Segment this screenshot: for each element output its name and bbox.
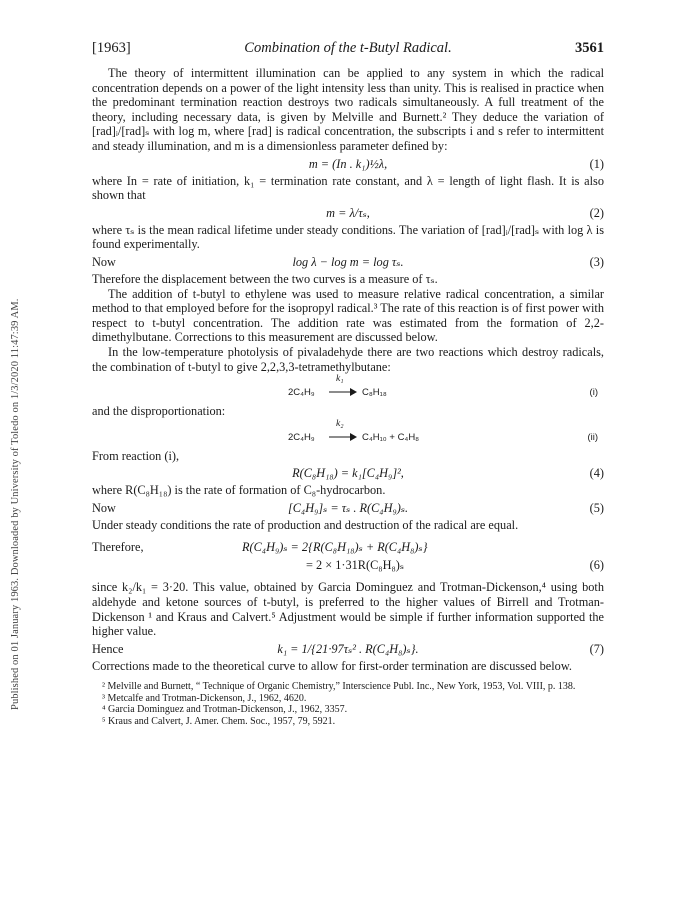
paragraph-10: Under steady conditions the rate of production and destruction of the radical are equal. xyxy=(92,517,519,532)
footnotes xyxy=(92,681,604,727)
equation-6-line-2: = 2 × 1·31R(C₈H₈)ₛ xyxy=(306,558,404,573)
equation-1-number: (1) xyxy=(589,156,604,171)
reaction-2-reactant: 2C₄H₉ xyxy=(288,431,315,443)
equation-7-number: (7) xyxy=(589,641,604,656)
paragraph-1: The theory of intermittent illumination can be applied to any system in which the radical concentration depends on a power of the light intensity less than unity. This is realised in practice when the predominant termination reaction destroys two radicals simultaneously. A full treatment of the theory, including necessary data, is given by Melville and Burnett.² They deduce the variation of [rad]ᵢ/[rad]ₛ with log m, where [rad] is radical concentration, the subscripts i and s refer to intermittent and steady illumination, and m is a dimensionless parameter defined by: xyxy=(92,66,604,153)
equation-5-number: (5) xyxy=(589,500,604,515)
paragraph-9: where R(C₈H₁₈) is the rate of formation of C₈-hydrocarbon. xyxy=(92,483,386,498)
footnote-3: ³ Metcalfe and Trotman-Dickenson, J., 1962, 4620. xyxy=(102,692,307,704)
equation-6-line-1: R(C₄H₉)ₛ = 2{R(C₈H₁₈)ₛ + R(C₄H₈)ₛ} xyxy=(242,540,428,555)
equation-2-number: (2) xyxy=(589,205,604,220)
equation-1-expr: m = (In . k₁)½λ, xyxy=(308,156,388,171)
equation-7 xyxy=(92,639,604,659)
reaction-arrow-icon xyxy=(328,431,358,443)
equation-5 xyxy=(92,498,604,518)
reaction-2-rate-constant: k₂ xyxy=(336,418,344,429)
footnote-2: ² Melville and Burnett, “ Technique of Organic Chemistry,” Interscience Publ. Inc., New York, 1953, Vol. VIII, p. 138. xyxy=(102,681,576,693)
paragraph-4: Therefore the displacement between the two curves is a measure of τₛ. xyxy=(92,271,438,286)
equation-6-number: (6) xyxy=(589,558,604,573)
equation-7-lead: Hence xyxy=(92,641,124,656)
download-watermark xyxy=(10,190,24,710)
paragraph-6: In the low-temperature photolysis of pivaladehyde there are two reactions which destroy radicals, the combination of t-butyl to give 2,2,3,3-tetramethylbutane: xyxy=(92,344,604,374)
header-year: [1963] xyxy=(92,40,131,56)
equation-3-lead: Now xyxy=(92,254,116,269)
running-header xyxy=(92,40,604,66)
reaction-1-product: C₈H₁₈ xyxy=(362,387,387,399)
reaction-arrow-icon xyxy=(328,386,358,398)
paragraph-5: The addition of t-butyl to ethylene was used to measure relative radical concentration, a similar method to that employed before for the isopropyl radical.³ The rate of this reaction is of first power with respect to t-butyl concentration. The addition rate was estimated from the formation of 2,2-dimethylbutane. Corrections to this measurement are discussed below. xyxy=(92,286,604,345)
equation-5-lead: Now xyxy=(92,500,116,515)
equation-2-expr: m = λ/τₛ, xyxy=(326,205,370,220)
page-number: 3561 xyxy=(575,40,604,56)
header-title: Combination of the t-Butyl Radical. xyxy=(244,40,452,56)
equation-4-expr: R(C₈H₁₈) = k₁[C₄H₉]², xyxy=(292,466,404,481)
equation-6 xyxy=(92,538,604,576)
equation-7-expr: k₁ = 1/{21·97τₛ² . R(C₄H₈)ₛ}. xyxy=(277,641,419,656)
equation-6-lead: Therefore, xyxy=(92,540,144,555)
paragraph-12: Corrections made to the theoretical curve to allow for first-order termination are discussed below. xyxy=(92,658,572,673)
reaction-2-products: C₄H₁₀ + C₄H₈ xyxy=(362,431,420,443)
equation-5-expr: [C₄H₉]ₛ = τₛ . R(C₄H₉)ₛ. xyxy=(287,500,409,515)
reaction-2 xyxy=(92,419,604,449)
reaction-1-rate-constant: k₁ xyxy=(336,374,344,385)
paragraph-11: since k₂/k₁ = 3·20. This value, obtained by Garcia Dominguez and Trotman-Dickenson,⁴ using both aldehyde and ketone sources of t-butyl, is preferred to the higher values of Birrell and Trotman-Dickenson ¹ and Kraus and Calvert.⁵ Adjustment would be simple if further information supported the higher value. xyxy=(92,580,604,639)
footnote-5: ⁵ Kraus and Calvert, J. Amer. Chem. Soc., 1957, 79, 5921. xyxy=(102,715,336,727)
paragraph-3: where τₛ is the mean radical lifetime under steady conditions. The variation of [rad]ᵢ/[rad]ₛ with log λ is found experimentally. xyxy=(92,222,604,252)
equation-3 xyxy=(92,252,604,272)
equation-3-expr: log λ − log m = log τₛ. xyxy=(292,254,404,269)
reaction-1-reactant: 2C₄H₉ xyxy=(288,387,315,399)
download-notice: Published on 01 January 1963. Downloaded by University of Toledo on 1/3/2020 11:47:39 AM. xyxy=(10,298,21,710)
reaction-2-number: (ii) xyxy=(587,431,598,443)
equation-1 xyxy=(92,154,604,174)
equation-4-number: (4) xyxy=(589,466,604,481)
paragraph-8: From reaction (i), xyxy=(92,448,180,463)
equation-2 xyxy=(92,203,604,223)
paper-page xyxy=(92,40,604,727)
equation-4 xyxy=(92,463,604,483)
equation-3-number: (3) xyxy=(589,254,604,269)
reaction-1-number: (i) xyxy=(589,387,598,399)
reaction-1 xyxy=(92,374,604,404)
footnote-4: ⁴ Garcia Dominguez and Trotman-Dickenson, J., 1962, 3357. xyxy=(102,704,348,716)
paragraph-2: where In = rate of initiation, k₁ = termination rate constant, and λ = length of light flash. It is also shown that xyxy=(92,173,604,203)
paragraph-7: and the disproportionation: xyxy=(92,404,226,419)
